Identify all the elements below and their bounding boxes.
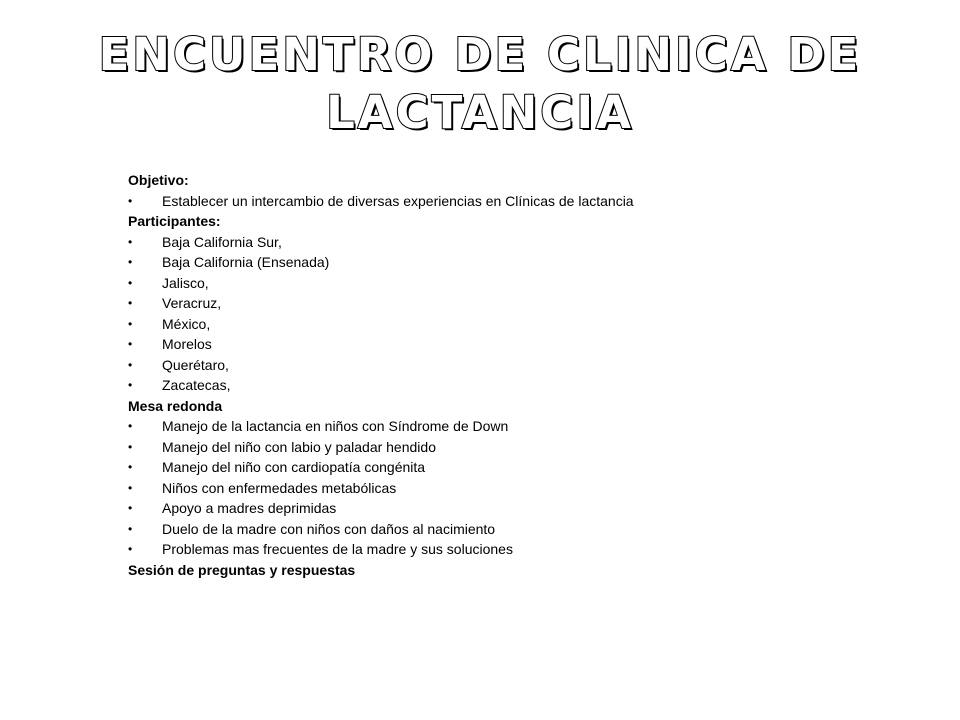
bullet-icon: • xyxy=(128,316,133,331)
list-item-text: Baja California Sur, xyxy=(162,233,282,250)
list-item xyxy=(128,457,848,478)
list-item-text: Morelos xyxy=(162,336,212,352)
list-mesa-redonda xyxy=(128,416,848,560)
list-item xyxy=(128,252,848,273)
list-item-text: Niños con enfermedades metabólicas xyxy=(162,479,397,496)
bullet-icon: • xyxy=(128,296,133,310)
bullet-icon: • xyxy=(128,460,133,474)
slide-title xyxy=(80,26,880,142)
bullet-icon: • xyxy=(128,337,133,351)
title-line-1: ENCUENTRO DE CLINICA DE xyxy=(98,28,862,81)
list-objetivo xyxy=(128,191,848,212)
list-item-text: Jalisco, xyxy=(162,274,209,291)
list-item xyxy=(128,539,848,560)
bullet-icon: • xyxy=(128,255,133,269)
bullet-icon: • xyxy=(128,480,133,495)
bullet-icon: • xyxy=(128,193,133,208)
list-item-text: Manejo de la lactancia en niños con Síndrome de Down xyxy=(162,418,509,434)
bullet-icon: • xyxy=(128,378,133,392)
list-item xyxy=(128,437,848,458)
list-item-text: Baja California (Ensenada) xyxy=(162,254,330,270)
list-participantes xyxy=(128,232,848,396)
list-item-text: Manejo del niño con labio y paladar hendido xyxy=(162,438,436,455)
list-item xyxy=(128,498,848,519)
bullet-icon: • xyxy=(128,521,133,536)
list-item xyxy=(128,232,848,253)
bullet-icon: • xyxy=(128,439,133,454)
list-item xyxy=(128,334,848,355)
list-item-text: Duelo de la madre con niños con daños al nacimiento xyxy=(162,520,496,537)
list-item xyxy=(128,293,848,314)
bullet-icon: • xyxy=(128,275,133,290)
heading-mesa-redonda: Mesa redonda xyxy=(128,397,223,414)
heading-participantes: Participantes: xyxy=(128,213,221,229)
heading-sesion: Sesión de preguntas y respuestas xyxy=(128,561,356,578)
bullet-icon: • xyxy=(128,419,133,433)
list-item-text: Zacatecas, xyxy=(162,377,231,393)
slide-body xyxy=(128,170,848,580)
list-item xyxy=(128,375,848,396)
list-item xyxy=(128,273,848,294)
list-item xyxy=(128,519,848,540)
list-item-text: Apoyo a madres deprimidas xyxy=(162,500,337,516)
title-line-2: LACTANCIA xyxy=(326,86,634,139)
list-item xyxy=(128,191,848,212)
list-item xyxy=(128,416,848,437)
bullet-icon: • xyxy=(128,357,133,372)
heading-objetivo: Objetivo: xyxy=(128,172,189,188)
list-item-text: Manejo del niño con cardiopatía congénita xyxy=(162,459,426,475)
list-item-text: Veracruz, xyxy=(162,295,222,311)
list-item-text: Establecer un intercambio de diversas experiencias en Clínicas de lactancia xyxy=(162,192,634,209)
list-item-text: Querétaro, xyxy=(162,356,229,373)
list-item xyxy=(128,314,848,335)
bullet-icon: • xyxy=(128,234,133,249)
list-item-text: México, xyxy=(162,315,211,332)
bullet-icon: • xyxy=(128,542,133,556)
list-item-text: Problemas mas frecuentes de la madre y sus soluciones xyxy=(162,541,513,557)
list-item xyxy=(128,355,848,376)
bullet-icon: • xyxy=(128,501,133,515)
list-item xyxy=(128,478,848,499)
